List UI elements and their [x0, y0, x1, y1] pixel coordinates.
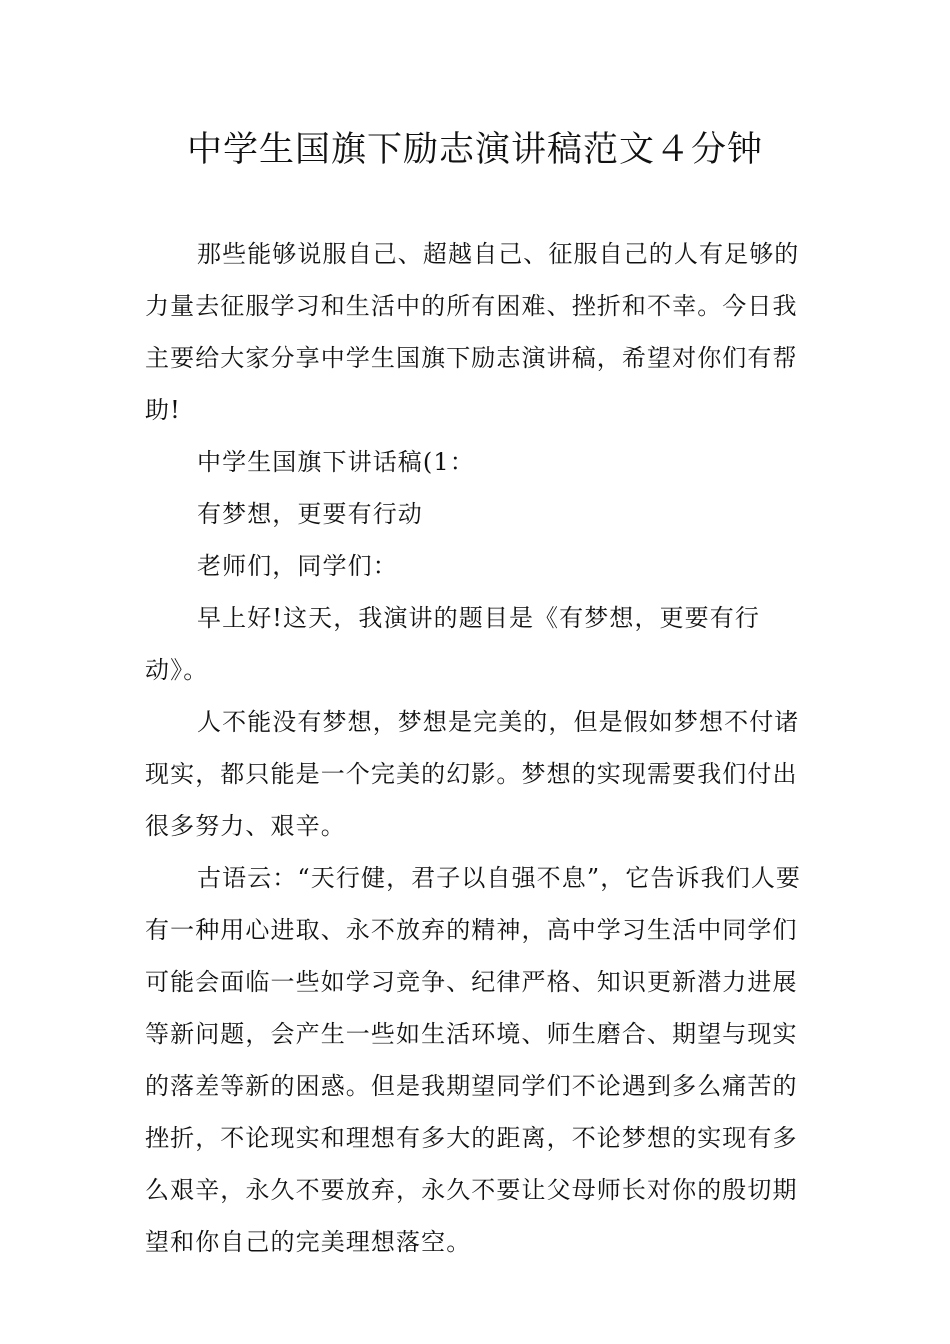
document-title: 中学生国旗下励志演讲稿范文４分钟 — [186, 130, 763, 170]
paragraph-intro: 那些能够说服自己、超越自己、征服自己的人有足够的力量去征服学习和生活中的所有困难、挫折和不幸。今日我主要给大家分享中学生国旗下励志演讲稿，希望对你们有帮助! — [145, 240, 800, 424]
paragraph-dream: 人不能没有梦想，梦想是完美的，但是假如梦想不付诸现实，都只能是一个完美的幻影。梦想的实现需要我们付出很多努力、艰辛。 — [145, 708, 800, 840]
paragraph-speech-title: 有梦想，更要有行动 — [197, 500, 423, 528]
document-body — [145, 228, 809, 1268]
paragraph-greeting: 早上好!这天，我演讲的题目是《有梦想，更要有行动》。 — [145, 604, 760, 684]
paragraph-proverb: 古语云：“天行健，君子以自强不息”，它告诉我们人要有一种用心进取、永不放弃的精神，高中学习生活中同学们可能会面临一些如学习竞争、纪律严格、知识更新潜力进展等新问题，会产生一些如生活环境、师生磨合、期望与现实的落差等新的困惑。但是我期望同学们不论遇到多么痛苦的挫折，不论现实和理想有多大的距离，不论梦想的实现有多么艰辛，永久不要放弃，永久不要让父母师长对你的殷切期望和你自己的完美理想落空。 — [145, 864, 802, 1256]
paragraph-salutation: 老师们，同学们： — [197, 552, 398, 580]
paragraph-speech-heading: 中学生国旗下讲话稿(1： — [197, 448, 475, 476]
